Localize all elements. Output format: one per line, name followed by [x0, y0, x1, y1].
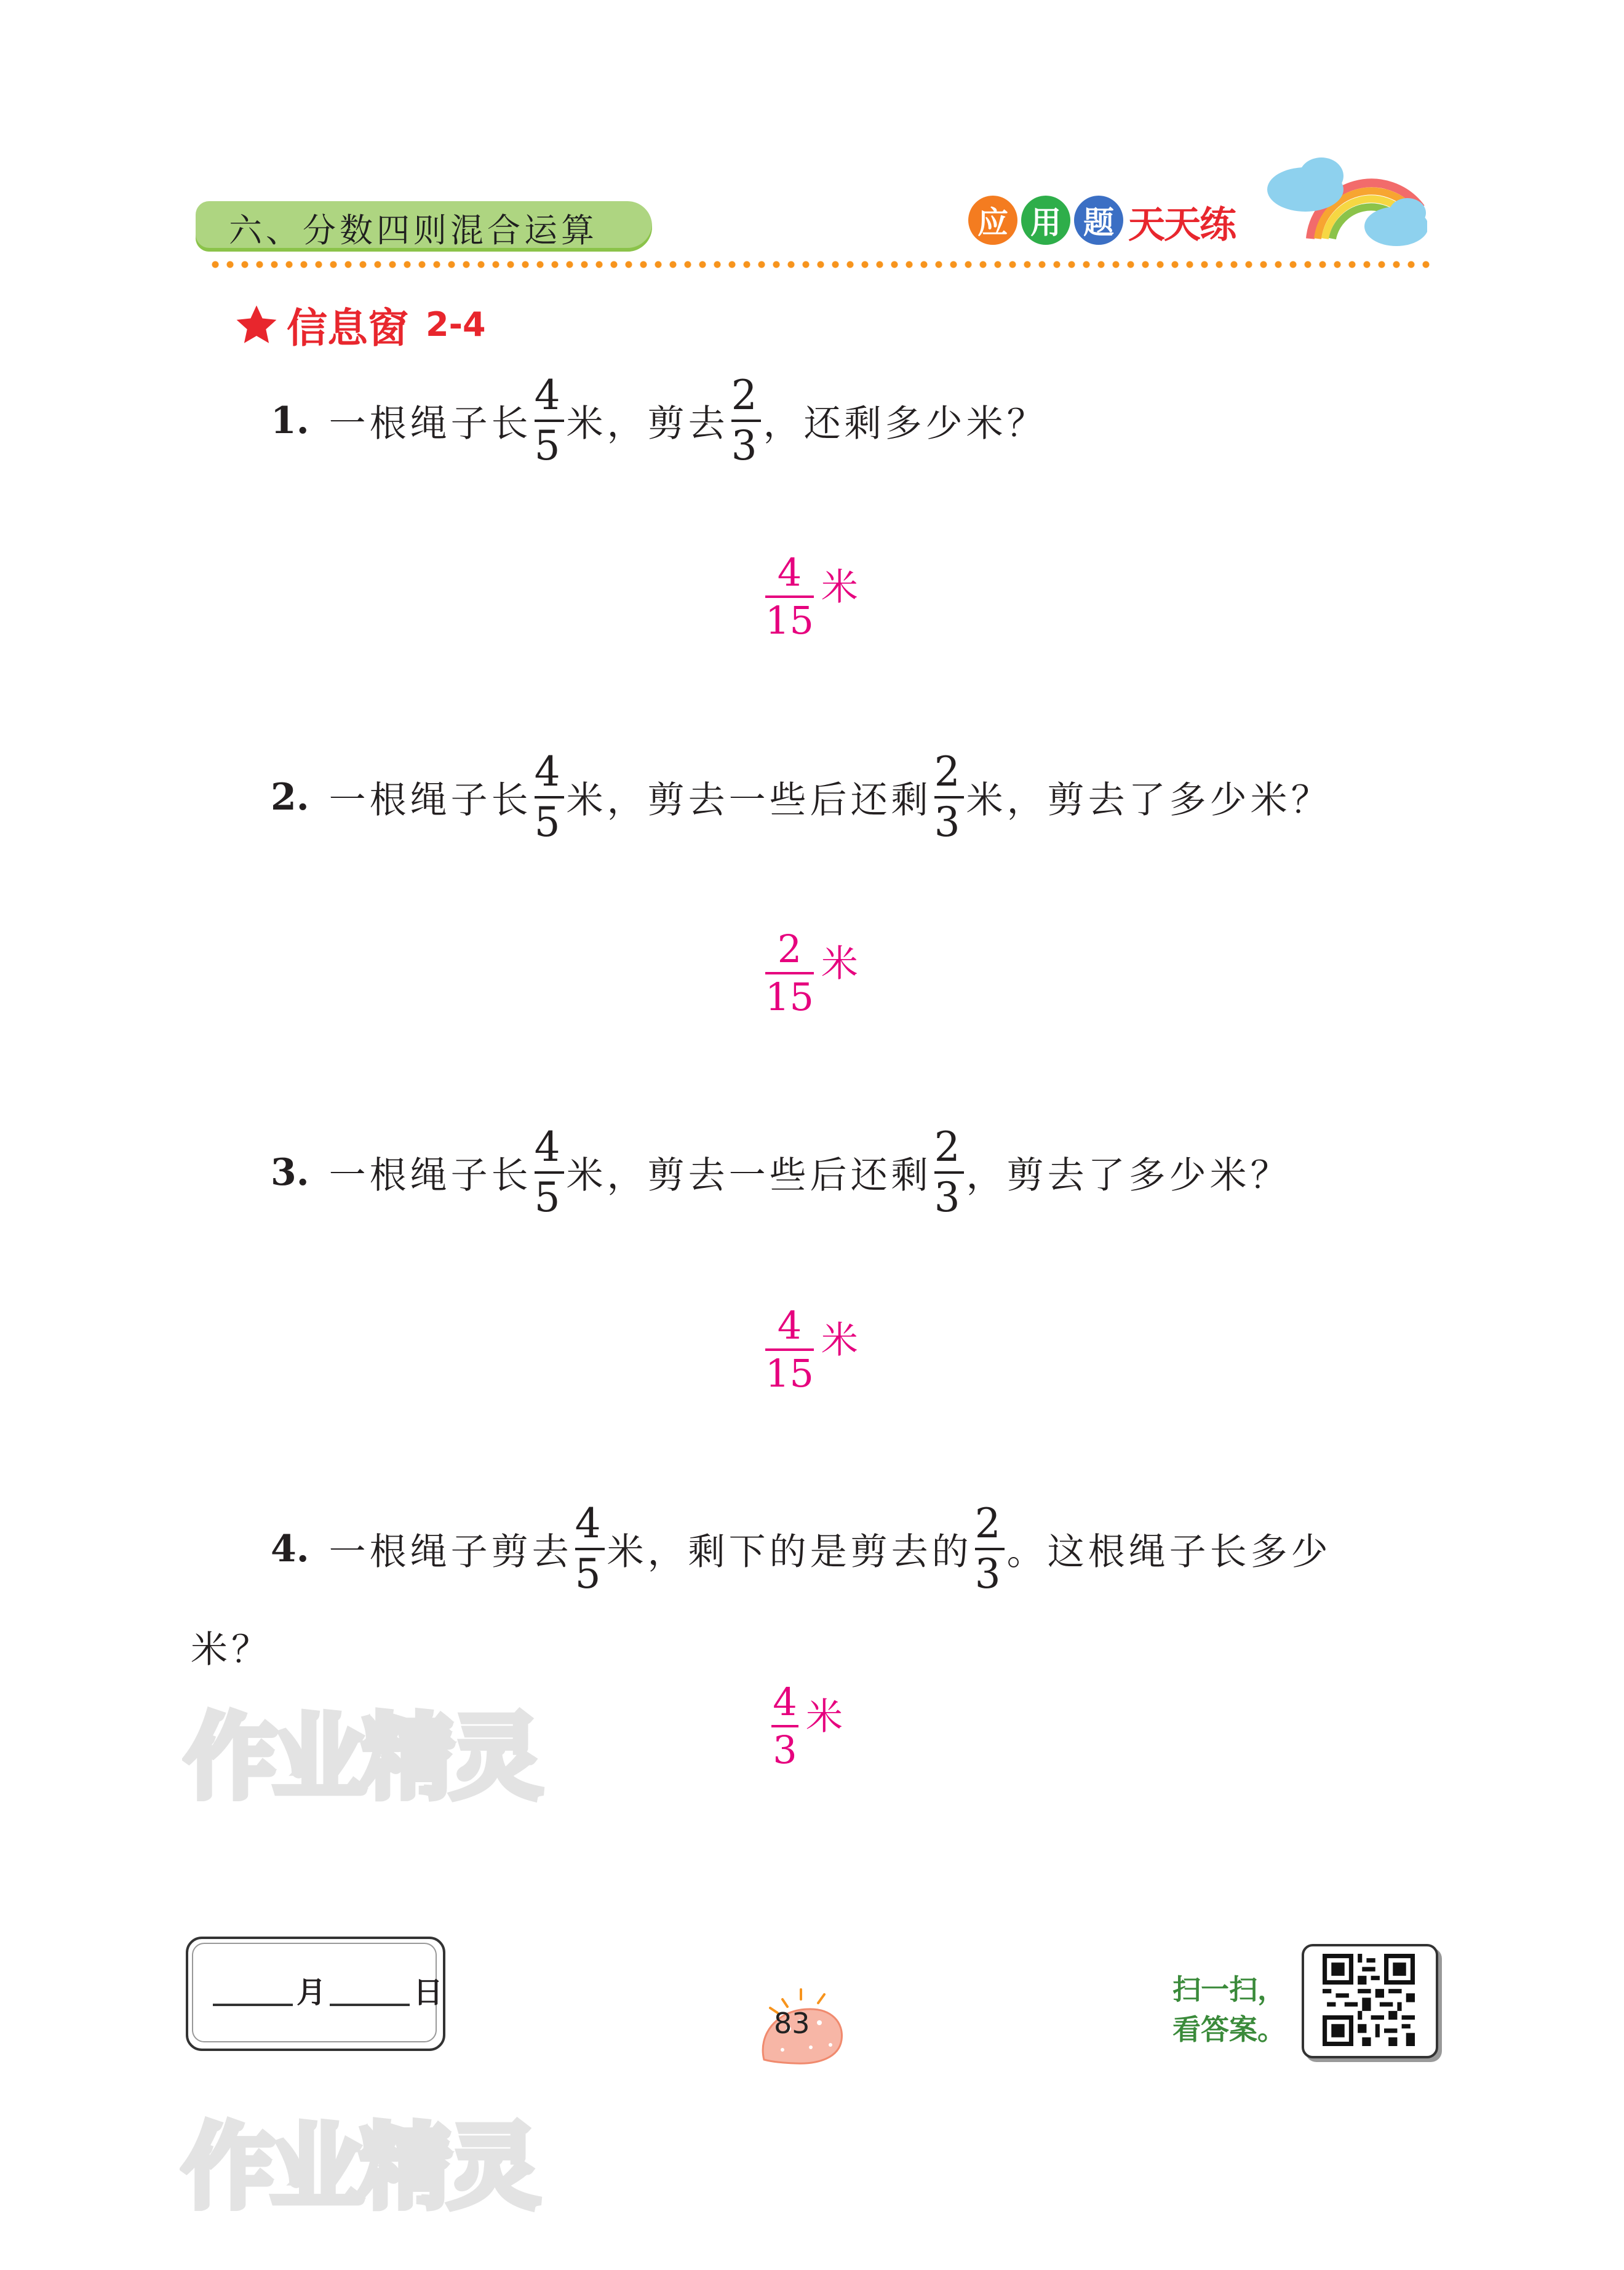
question-text: 一根绳子长 [328, 779, 532, 822]
watermark: 作业精灵 [182, 2114, 537, 2221]
fraction: $\frac{2}{3}$ [934, 1123, 964, 1221]
watermark: 作业精灵 [185, 1705, 539, 1812]
fraction: $\frac{2}{3}$ [934, 748, 964, 846]
fraction: $\frac{4}{5}$ [534, 372, 564, 469]
question-text: ，还剩多少米？ [763, 402, 1048, 445]
answer-1: $\frac{4}{15}$ 米 [765, 550, 858, 643]
question-text: 米，剪去一些后还剩 [566, 1154, 932, 1197]
fraction: $\frac{2}{3}$ [731, 372, 761, 469]
fraction: $\frac{4}{5}$ [534, 1123, 564, 1221]
scan-line-1: 扫一扫， [1172, 1973, 1286, 2006]
brand-char-2: 用 [1021, 196, 1070, 245]
chapter-title: 六、分数四则混合运算 [229, 211, 598, 250]
question-number: 4. [271, 1527, 309, 1571]
rainbow-cloud-icon [1261, 146, 1427, 251]
brand-char-1: 应 [968, 196, 1017, 245]
fraction: $\frac{4}{5}$ [575, 1500, 605, 1598]
question-number: 2. [271, 776, 309, 819]
answer-4: $\frac{4}{3}$ 米 [769, 1683, 843, 1769]
question-number: 1. [271, 399, 309, 442]
question-text: 米，剪去了多少米？ [966, 779, 1332, 822]
scan-line-2: 看答案。 [1172, 2013, 1286, 2047]
fraction: $\frac{4}{5}$ [534, 748, 564, 846]
section-code: 2-4 [426, 305, 486, 344]
question-text: 米，剪去一些后还剩 [566, 779, 932, 822]
answer-2: $\frac{2}{15}$ 米 [765, 926, 858, 1019]
answer-3: $\frac{4}{15}$ 米 [765, 1303, 858, 1396]
question-text: 米，剩下的是剪去的 [607, 1531, 973, 1574]
question-3 [271, 1123, 1291, 1221]
day-blank[interactable] [330, 2004, 410, 2006]
qr-code-icon [1323, 1954, 1415, 2046]
question-1 [271, 372, 1048, 469]
question-text: 一根绳子长 [328, 1154, 532, 1197]
qr-code-frame[interactable] [1302, 1944, 1438, 2058]
day-label: 日 [413, 1975, 444, 2010]
date-field [209, 1969, 443, 2011]
month-blank[interactable] [213, 2004, 293, 2006]
star-icon [234, 303, 279, 347]
section-heading [234, 295, 486, 354]
scan-prompt [1172, 1970, 1286, 2050]
question-number: 3. [271, 1151, 309, 1194]
month-label: 月 [297, 1975, 327, 2010]
question-4-continuation: 米？ [191, 1628, 272, 1671]
brand-suffix: 天天练 [1128, 204, 1235, 247]
question-text: 米，剪去 [566, 402, 729, 445]
question-text: 一根绳子长 [328, 402, 532, 445]
question-2 [271, 748, 1332, 846]
question-text: 。这根绳子长多少 [1006, 1531, 1332, 1574]
fraction: $\frac{2}{3}$ [974, 1500, 1005, 1598]
section-title: 信息窗 [287, 305, 408, 352]
dotted-divider [208, 261, 1432, 268]
question-4 [271, 1500, 1332, 1598]
page-number: 83 [774, 2007, 810, 2040]
brand-char-3: 题 [1074, 196, 1123, 245]
question-text: 一根绳子剪去 [328, 1531, 573, 1574]
question-text: ，剪去了多少米？ [966, 1154, 1291, 1197]
